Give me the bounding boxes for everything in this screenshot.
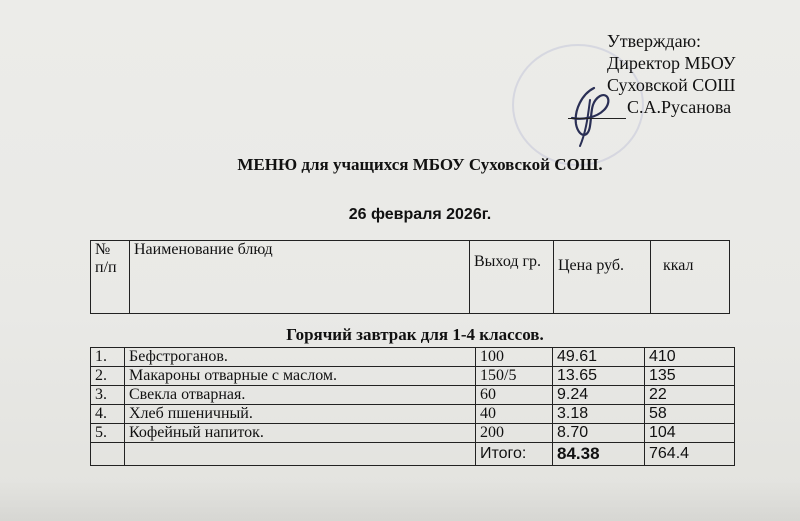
row-num: 1. xyxy=(91,348,125,367)
header-num: № п/п xyxy=(91,241,130,314)
page-shadow xyxy=(0,481,800,521)
row-price: 8.70 xyxy=(553,424,645,443)
approval-line-3: Суховской СОШ xyxy=(607,75,736,95)
approval-line-4: С.А.Русанова xyxy=(627,97,732,117)
menu-date: 26 февраля 2026г. xyxy=(348,206,492,223)
section-title: Горячий завтрак для 1-4 классов. xyxy=(286,325,544,344)
header-name: Наименование блюд xyxy=(130,241,470,314)
row-kcal: 135 xyxy=(645,367,735,386)
row-price: 13.65 xyxy=(553,367,645,386)
signature-line xyxy=(568,118,626,119)
row-num: 2. xyxy=(91,367,125,386)
total-empty-name xyxy=(125,443,476,466)
approval-line-2: Директор МБОУ xyxy=(607,53,736,73)
row-num: 3. xyxy=(91,386,125,405)
row-name: Бефстроганов. xyxy=(125,348,476,367)
header-kcal: ккал xyxy=(651,241,730,314)
row-name: Макароны отварные с маслом. xyxy=(125,367,476,386)
total-kcal: 764.4 xyxy=(645,443,735,466)
row-price: 3.18 xyxy=(553,405,645,424)
row-weight: 200 xyxy=(476,424,553,443)
header-weight: Выход гр. xyxy=(470,241,554,314)
approval-line-1: Утверждаю: xyxy=(607,31,702,51)
table-row xyxy=(91,424,735,443)
row-name: Кофейный напиток. xyxy=(125,424,476,443)
row-weight: 150/5 xyxy=(476,367,553,386)
row-kcal: 104 xyxy=(645,424,735,443)
total-price: 84.38 xyxy=(553,443,645,466)
total-label: Итого: xyxy=(476,443,553,466)
row-weight: 100 xyxy=(476,348,553,367)
row-price: 9.24 xyxy=(553,386,645,405)
header-price: Цена руб. xyxy=(554,241,651,314)
total-row xyxy=(91,443,735,466)
approval-block xyxy=(607,30,736,118)
row-name: Хлеб пшеничный. xyxy=(125,405,476,424)
menu-table xyxy=(90,347,735,466)
row-name: Свекла отварная. xyxy=(125,386,476,405)
row-kcal: 22 xyxy=(645,386,735,405)
table-row xyxy=(91,367,735,386)
row-num: 5. xyxy=(91,424,125,443)
total-empty-num xyxy=(91,443,125,466)
row-num: 4. xyxy=(91,405,125,424)
row-weight: 40 xyxy=(476,405,553,424)
header-row xyxy=(91,241,730,314)
table-row xyxy=(91,386,735,405)
table-row xyxy=(91,348,735,367)
row-weight: 60 xyxy=(476,386,553,405)
row-kcal: 58 xyxy=(645,405,735,424)
menu-header-table xyxy=(90,240,730,314)
row-price: 49.61 xyxy=(553,348,645,367)
table-row xyxy=(91,405,735,424)
row-kcal: 410 xyxy=(645,348,735,367)
page-title: МЕНЮ для учащихся МБОУ Суховской СОШ. xyxy=(237,155,603,174)
